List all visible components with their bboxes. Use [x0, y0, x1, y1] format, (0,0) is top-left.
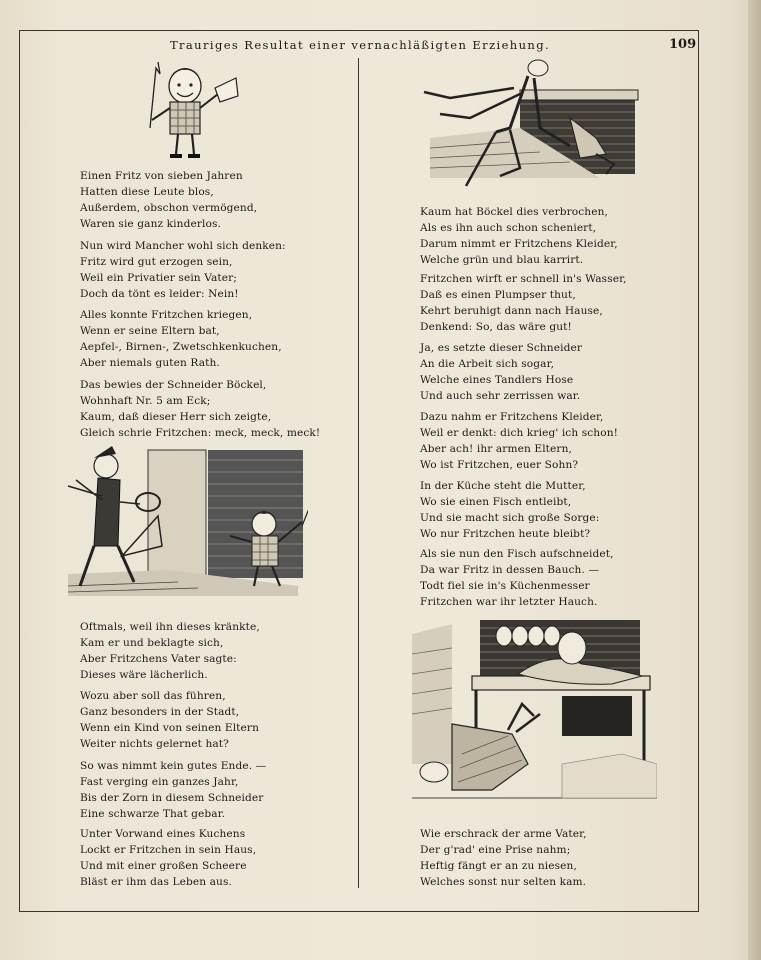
stanza-left-4: Das bewies der Schneider Böckel, Wohnhaft Nr. 5 am Eck; Kaum, daß dieser Herr sich zeigte, Gleich schrie Fritzchen: meck, meck, meck! — [80, 379, 321, 440]
stanza-right-2: Fritzchen wirft er schnell in's Wasser, Daß es einen Plumpser thut, Kehrt beruhigt dann nach Hause, Denkend: So, das wäre gut! — [420, 273, 627, 334]
stanza-left-1: Einen Fritz von sieben Jahren Hatten diese Leute blos, Außerdem, obschon vermögend, Waren sie ganz kinderlos. — [80, 170, 258, 231]
running-header: Trauriges Resultat einer vernachläßigten Erziehung. — [169, 38, 551, 52]
stanza-right-6: Als sie nun den Fisch aufschneidet, Da war Fritz in dessen Bauch. — Todt fiel sie in's Küchenmesser Fritzchen war ihr letzter Hauch. — [420, 548, 614, 609]
stanza-left-7: So was nimmt kein gutes Ende. — Fast verging ein ganzes Jahr, Bis der Zorn in diesem Schneider Eine schwarze That gebar. — [80, 760, 267, 821]
illustration-tailor-and-fritz — [58, 446, 308, 606]
stanza-right-3: Ja, es setzte dieser Schneider An die Arbeit sich sogar, Welche eines Tandlers Hose Und auch sehr zerrissen war. — [420, 342, 582, 403]
page-edge — [748, 0, 761, 960]
stanza-right-7: Wie erschrack der arme Vater, Der g'rad' eine Prise nahm; Heftig fängt er an zu niesen, Welches sonst nur selten kam. — [420, 828, 587, 889]
page-number: 109 — [669, 37, 697, 52]
stanza-left-8: Unter Vorwand eines Kuchens Lockt er Fritzchen in sein Haus, Und mit einer großen Scheere Bläst er ihm das Leben aus. — [80, 828, 257, 889]
stanza-right-4: Dazu nahm er Fritzchens Kleider, Weil er denkt: dich krieg' ich schon! Aber ach! ihr armen Eltern, Wo ist Fritzchen, euer Sohn? — [420, 411, 618, 472]
stanza-left-6: Wozu aber soll das führen, Ganz besonders in der Stadt, Wenn ein Kind von seinen Eltern Weiter nichts gelernet hat? — [80, 690, 259, 751]
stanza-left-5: Oftmals, weil ihn dieses kränkte, Kam er und beklagte sich, Aber Fritzchens Vater sagte: Dieses wäre lächerlich. — [80, 621, 260, 682]
illustration-tailor-at-water — [410, 58, 640, 194]
stanza-left-3: Alles konnte Fritzchen kriegen, Wenn er seine Eltern bat, Aepfel-, Birnen-, Zwetschkenkuchen, Aber niemals guten Rath. — [80, 309, 282, 370]
stanza-right-5: In der Küche steht die Mutter, Wo sie einen Fisch entleibt, Und sie macht sich große Sorge: Wo nur Fritzchen heute bleibt? — [420, 480, 600, 541]
illustration-kitchen-scene — [412, 614, 657, 804]
stanza-left-2: Nun wird Mancher wohl sich denken: Fritz wird gut erzogen sein, Weil ein Privatier sein Vater; Doch da tönt es leider: Nein! — [80, 240, 286, 301]
column-divider — [358, 58, 359, 888]
illustration-fritz-whip — [130, 58, 250, 166]
stanza-right-1: Kaum hat Böckel dies verbrochen, Als es ihn auch schon scheniert, Darum nimmt er Fritzchens Kleider, Welche grün und blau karrirt. — [420, 206, 618, 267]
